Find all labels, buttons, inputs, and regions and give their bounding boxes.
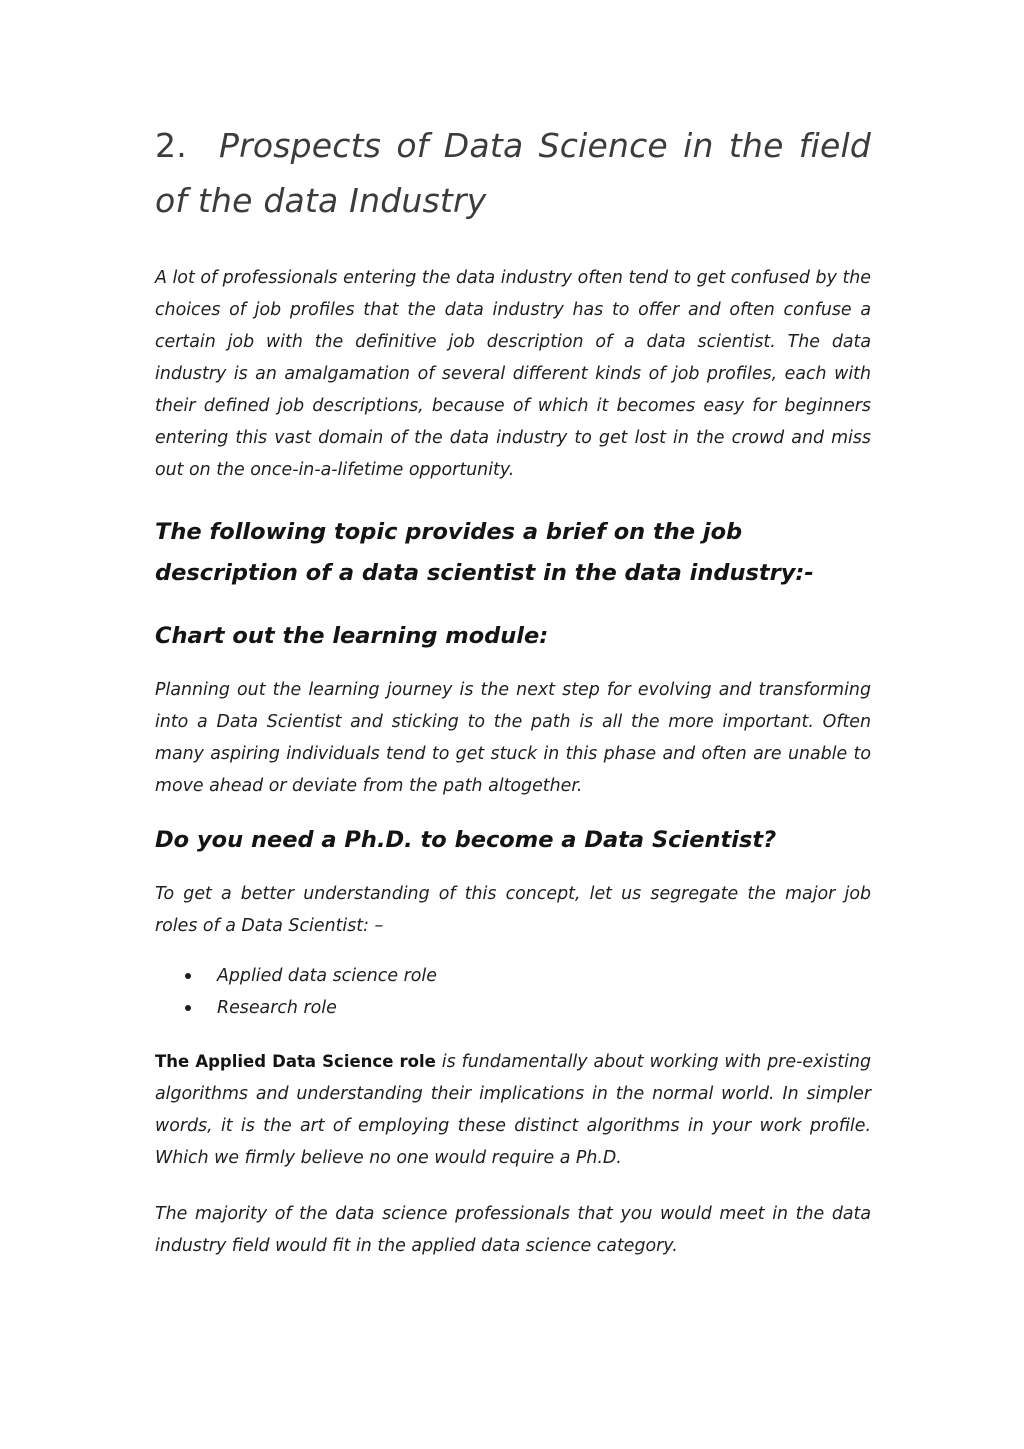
document-content [155, 118, 871, 1262]
planning-paragraph: Planning out the learning journey is the next step for evolving and transforming into a Data Scientist and sticking to the path is all the more important. Often many aspiring individuals tend to get stuck in this phase and often are unable to move ahead or deviate from the path altogether. [155, 680, 871, 796]
bullet-icon [185, 1005, 191, 1011]
topic-heading: The following topic provides a brief on the job description of a data scientist in the data industry:- [155, 519, 814, 586]
segregate-paragraph: To get a better understanding of this concept, let us segregate the major job roles of a Data Scientist: – [155, 884, 871, 936]
section-title-text: Prospects of Data Science in the field of the data Industry [155, 126, 871, 220]
role-label: Research role [217, 998, 337, 1018]
majority-paragraph: The majority of the data science professionals that you would meet in the data industry field would fit in the applied data science category. [155, 1204, 871, 1256]
intro-paragraph: A lot of professionals entering the data industry often tend to get confused by the choices of job profiles that the data industry has to offer and often confuse a certain job with the definitive job description of a data scientist. The data industry is an amalgamation of several different kinds of job profiles, each with their defined job descriptions, because of which it becomes easy for beginners entering this vast domain of the data industry to get lost in the crowd and miss out on the once-in-a-lifetime opportunity. [155, 268, 871, 480]
role-label: Applied data science role [217, 966, 437, 986]
bullet-icon [185, 973, 191, 979]
learning-module-heading: Chart out the learning module: [155, 623, 549, 649]
applied-role-text: is fundamentally about working with pre-existing algorithms and understanding their implications in the normal world. In simpler words, it is the art of employing these distinct algorithms in your work profile. Which we firmly believe no one would require a Ph.D. [155, 1052, 871, 1168]
section-title [155, 118, 871, 228]
roles-list [155, 960, 871, 1024]
section-number: 2. [155, 126, 187, 165]
list-item [155, 992, 871, 1024]
applied-role-paragraph [155, 1046, 871, 1174]
list-item [155, 960, 871, 992]
phd-heading: Do you need a Ph.D. to become a Data Scientist? [155, 827, 777, 853]
applied-role-lead: The Applied Data Science role [155, 1052, 436, 1071]
